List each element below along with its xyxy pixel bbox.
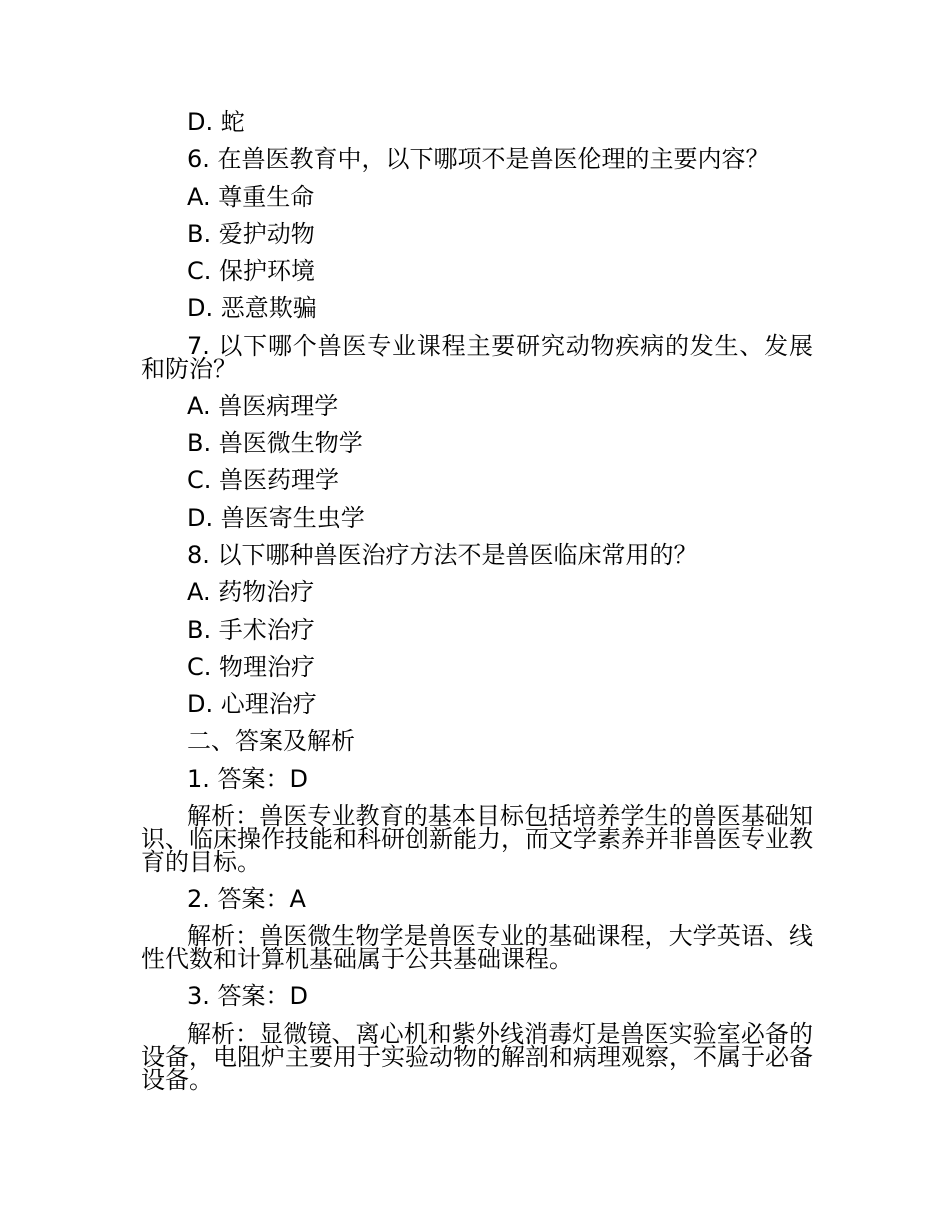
- explanation-1: 解析：兽医专业教育的基本目标包括培养学生的兽医基础知识、临床操作技能和科研创新能力，而文学素养并非兽医专业教育的目标。: [141, 802, 813, 877]
- answer-1: 1. 答案：D: [187, 764, 309, 793]
- option-q8-c: C. 物理治疗: [187, 652, 316, 681]
- option-q7-d: D. 兽医寄生虫学: [187, 503, 365, 532]
- explanation-2: 解析：兽医微生物学是兽医专业的基础课程，大学英语、线性代数和计算机基础属于公共基础课程。: [141, 922, 813, 974]
- option-q7-c: C. 兽医药理学: [187, 466, 340, 495]
- option-q8-d: D. 心理治疗: [187, 690, 317, 719]
- explanation-3: 解析：显微镜、离心机和紫外线消毒灯是兽医实验室必备的设备，电阻炉主要用于实验动物的解剖和病理观察，不属于必备设备。: [141, 1019, 813, 1094]
- option-q6-b: B. 爱护动物: [187, 219, 315, 248]
- answer-3: 3. 答案：D: [187, 982, 309, 1011]
- section-heading-answers: 二、答案及解析: [187, 727, 355, 756]
- option-q5-d: D. 蛇: [187, 108, 245, 136]
- option-q6-d: D. 恶意欺骗: [187, 294, 317, 323]
- option-q6-a: A. 尊重生命: [187, 182, 315, 211]
- answer-2: 2. 答案：A: [187, 885, 306, 914]
- option-q7-b: B. 兽医微生物学: [187, 429, 363, 458]
- document-body: [141, 104, 813, 1099]
- question-7: 7. 以下哪个兽医专业课程主要研究动物疾病的发生、发展和防治？: [141, 331, 813, 383]
- option-q8-b: B. 手术治疗: [187, 615, 315, 644]
- option-q6-c: C. 保护环境: [187, 257, 316, 286]
- question-6: 6. 在兽医教育中，以下哪项不是兽医伦理的主要内容？: [187, 145, 770, 174]
- option-q8-a: A. 药物治疗: [187, 578, 315, 607]
- option-q7-a: A. 兽医病理学: [187, 391, 339, 420]
- question-8: 8. 以下哪种兽医治疗方法不是兽医临床常用的？: [187, 540, 698, 569]
